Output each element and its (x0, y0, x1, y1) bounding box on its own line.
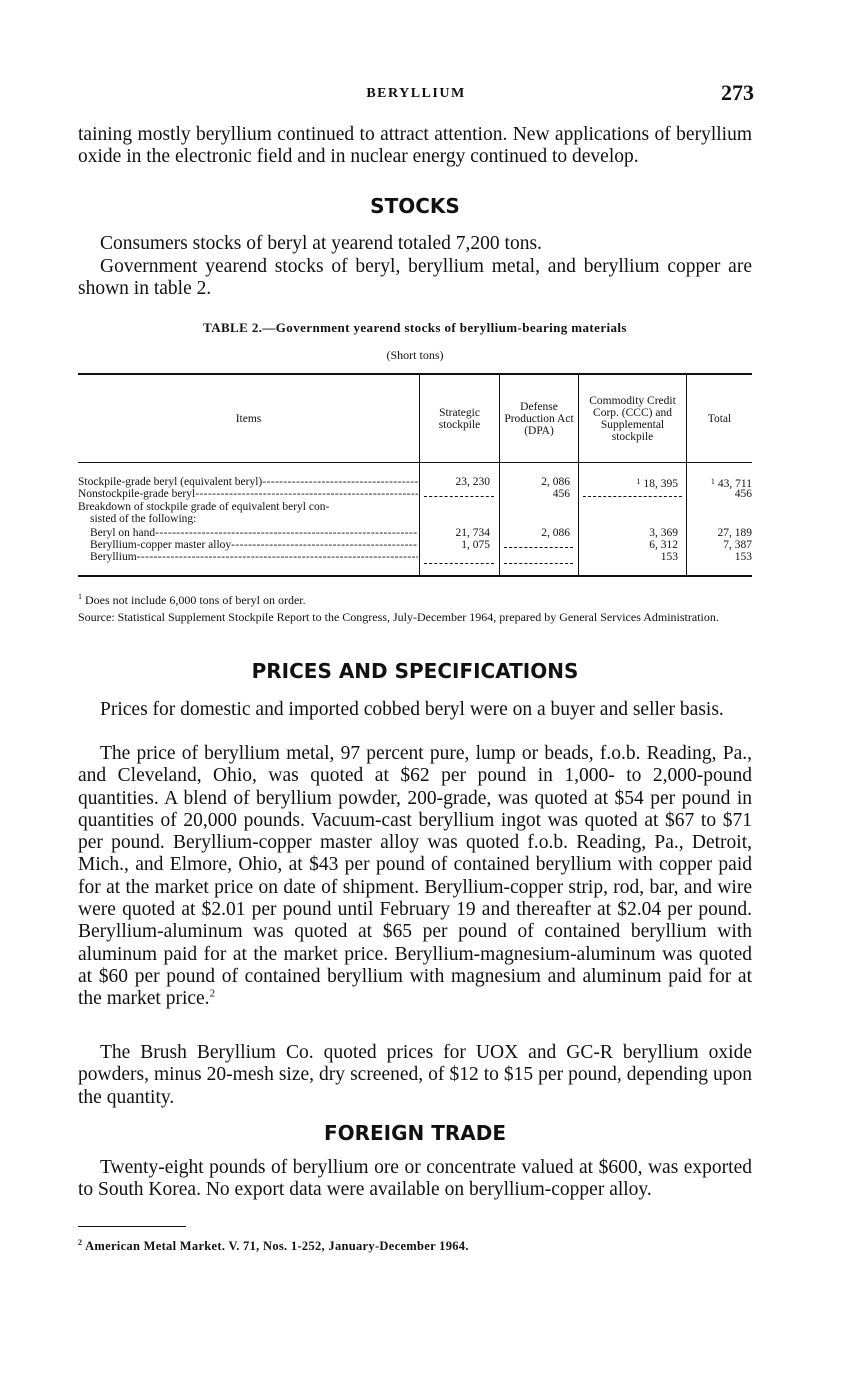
col-header-items: Items (235, 412, 262, 425)
table-cell-strategic: 23, 230 (455, 476, 490, 488)
table-cell-ccc: 6, 312 (649, 539, 678, 551)
table-row-label: Breakdown of stockpile grade of equivalent beryl con- (78, 501, 330, 513)
prices-paragraph-1: Prices for domestic and imported cobbed beryl were on a buyer and seller basis. (100, 699, 724, 720)
page-footnote: $^2$ American Metal Market. V. 71, Nos. 1-252, January-December 1964. (78, 1238, 469, 1254)
table-row-label: sisted of the following: (90, 513, 197, 525)
table-row-label: Beryllium ----- (90, 551, 418, 563)
table-units: (Short tons) (386, 348, 444, 362)
col-header-dpa: Defense Production Act (DPA) (504, 400, 574, 437)
table-cell-dpa: 2, 086 (541, 476, 570, 488)
table-cell-dpa: 2, 086 (541, 527, 570, 539)
stocks-heading: STOCKS (370, 194, 460, 218)
table-cell-total: 153 (734, 551, 752, 563)
table-header-rule (78, 462, 752, 463)
prices-heading: PRICES AND SPECIFICATIONS (251, 659, 579, 683)
page-header (78, 80, 754, 110)
table-row-label: Stockpile-grade beryl (equivalent beryl) ----- (78, 476, 418, 488)
footnote-mark: 2 (209, 987, 216, 1000)
table-row-label: Beryl on hand ----- (90, 527, 418, 539)
col-header-total: Total (707, 412, 732, 425)
table-cell-empty (504, 563, 573, 564)
table-caption: TABLE 2.—Government yearend stocks of beryllium-bearing materials (203, 320, 627, 335)
footnote-mark: 1 (78, 592, 82, 601)
table-cell-total: 7, 387 (723, 539, 752, 551)
table-cell-total: 27, 189 (717, 527, 752, 539)
footnote-rule (78, 1226, 186, 1227)
foreign-trade-paragraph: Twenty-eight pounds of beryllium ore or concentrate valued at $600, was exported to South Korea. No export data were available on beryllium-copper alloy. (78, 1157, 752, 1201)
stocks-table (78, 373, 752, 578)
running-head: BERYLLIUM (366, 86, 466, 101)
prices-paragraph-2: The price of beryllium metal, 97 percent pure, lump or beads, f.o.b. Reading, Pa., and Cleveland, Ohio, was quoted at $62 per pound in 1,000- to 2,000-pound quantities. A blend of beryllium powder, 200-grade, was quoted at $54 per pound in quantities of 20,000 pounds. Vacuum-cast beryllium ingot was quoted at $67 to $71 per pound. Beryllium-copper master alloy was quoted f.o.b. Reading, Pa., Detroit, Mich., and Elmore, Ohio, at $43 per pound of contained beryllium with copper paid for at the market price on date of shipment. Beryllium-copper strip, rod, bar, and wire were quoted at $2.01 per pound until February 19 and thereafter at $2.04 per pound. Beryllium-aluminum was quoted at $65 per pound of contained beryllium with aluminum paid for at the market price. Beryllium-magnesium-aluminum was quoted at $60 per pound of contained beryllium with magnesium and aluminum paid for at the market price.$^2$ (78, 743, 752, 1010)
footnote-mark: 1 (710, 477, 715, 486)
table-cell-empty (424, 563, 494, 564)
table-cell-dpa: 456 (552, 488, 570, 500)
col-header-strategic: Strategic stockpile (438, 406, 481, 431)
col-header-ccc: Commodity Credit Corp. (CCC) and Supplemental stockpile (589, 394, 676, 443)
prices-paragraph-3: The Brush Beryllium Co. quoted prices for UOX and GC-R beryllium oxide powders, minus 20-mesh size, dry screened, of $12 to $15 per pound, depending upon the quantity. (78, 1042, 752, 1108)
stocks-paragraph-1: Consumers stocks of beryl at yearend totaled 7,200 tons. (100, 233, 542, 254)
stocks-paragraph-2: Government yearend stocks of beryl, beryllium metal, and beryllium copper are shown in table 2. (78, 256, 752, 300)
table-cell-empty (424, 496, 494, 497)
table-cell-ccc: 153 (660, 551, 678, 563)
table-bottom-rule (78, 575, 752, 577)
table-cell-ccc: 3, 369 (649, 527, 678, 539)
table-cell-total: 456 (734, 488, 752, 500)
foreign-trade-heading: FOREIGN TRADE (323, 1121, 507, 1145)
table-cell-total: $^1$ 43, 711 (710, 477, 752, 490)
table-footnote: $^1$ Does not include 6,000 tons of beryl on order. (78, 592, 306, 607)
table-cell-ccc: $^1$ 18, 395 (636, 477, 678, 490)
table-row-label: Beryllium-copper master alloy ----- (90, 539, 418, 551)
table-source: Source: Statistical Supplement Stockpile Report to the Congress, July-December 1964, prepared by General Services Administration. (78, 610, 719, 624)
footnote-mark: 2 (78, 1238, 83, 1247)
table-cell-strategic: 21, 734 (455, 527, 490, 539)
footnote-mark: 1 (636, 477, 641, 486)
page-number: 273 (721, 80, 754, 105)
table-cell-empty (504, 547, 573, 548)
intro-paragraph: taining mostly beryllium continued to attract attention. New applications of beryllium oxide in the electronic field and in nuclear energy continued to develop. (78, 124, 752, 168)
table-cell-strategic: 1, 075 (461, 539, 490, 551)
table-cell-empty (583, 496, 682, 497)
table-row-label: Nonstockpile-grade beryl ----- (78, 488, 418, 500)
